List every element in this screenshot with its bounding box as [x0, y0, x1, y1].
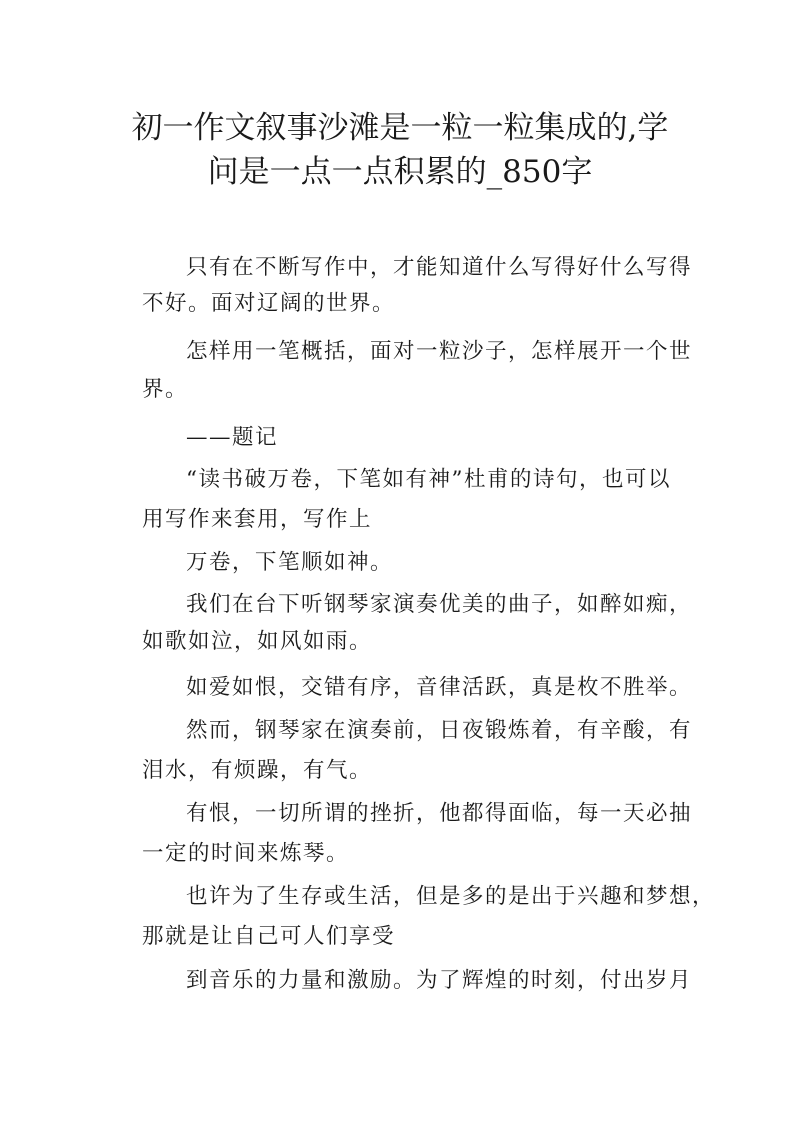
paragraph-line: 如歌如泣，如风如雨。: [142, 629, 373, 654]
paragraph-line: 如爱如恨，交错有序，音律活跃，真是枚不胜举。: [186, 675, 693, 700]
paragraph-line: 到音乐的力量和激励。为了辉煌的时刻，付出岁月: [186, 968, 693, 993]
paragraph-line: 我们在台下听钢琴家演奏优美的曲子，如醉如痴，: [186, 592, 693, 617]
paragraph-line: 用写作来套用，写作上: [142, 507, 373, 532]
paragraph-line: 不好。面对辽阔的世界。: [142, 291, 396, 316]
paragraph-line: “读书破万卷，下笔如有神”杜甫的诗句，也可以: [186, 467, 671, 492]
paragraph-line: 有恨，一切所谓的挫折，他都得面临，每一天必抽: [186, 801, 693, 826]
document-title-line-1: 初一作文叙事沙滩是一粒一粒集成的,学: [131, 110, 669, 146]
paragraph-line: 那就是让自己可人们享受: [142, 924, 396, 949]
paragraph-line: 只有在不断写作中，才能知道什么写得好什么写得: [186, 255, 693, 280]
paragraph-line: 怎样用一笔概括，面对一粒沙子，怎样展开一个世: [186, 339, 693, 364]
document-title-line-2: 问是一点一点积累的_850字: [207, 154, 593, 190]
paragraph-line: 万卷，下笔顺如神。: [186, 550, 394, 575]
paragraph-line: 也许为了生存或生活，但是多的是出于兴趣和梦想，: [186, 884, 716, 909]
paragraph-line: 泪水，有烦躁，有气。: [142, 758, 373, 783]
paragraph-line: 然而，钢琴家在演奏前，日夜锻炼着，有辛酸，有: [186, 718, 693, 743]
paragraph-line: 一定的时间来炼琴。: [142, 841, 350, 866]
paragraph-line: 界。: [142, 377, 189, 402]
paragraph-line: ——题记: [186, 425, 279, 450]
